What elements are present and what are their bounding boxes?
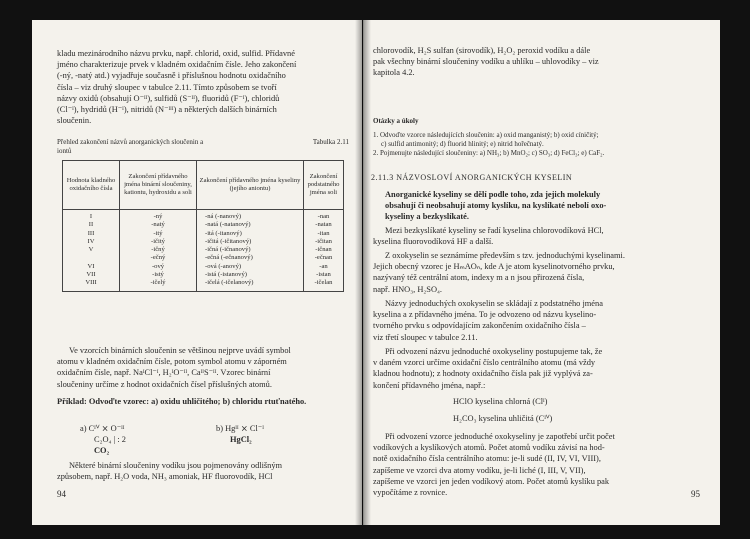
text-line: sloučenin. — [57, 116, 92, 126]
text-line: obsahují či neobsahují atomy kyslíku, na kyslíkaté nebolí oxo- — [385, 201, 607, 211]
table-cell: -ičitý — [151, 237, 165, 245]
table-cell: -ičnan — [315, 246, 332, 254]
text-line: C₂O₄ | : 2 — [94, 435, 126, 444]
table-cell: -ná (-nanový) — [205, 213, 242, 220]
formula-line: HClO kyselina chlorná (Clᴵ) — [453, 397, 548, 406]
table-cell: -ový — [151, 262, 165, 270]
table-cell: I — [89, 213, 93, 220]
text-line: Některé binární sloučeniny vodíku jsou pojmenovány odlišným — [69, 461, 283, 470]
table-cell: -natan — [315, 221, 332, 229]
formula-examples — [373, 396, 701, 424]
table-cell: -ičelá (-ičelanový) — [205, 279, 254, 287]
task-line: c) sulfid antimonitý; d) fluorid hlinitý; e) nitrid hořečnatý. — [381, 140, 544, 148]
table-cell: -an — [319, 262, 328, 270]
text-line: Mezi bezkyslíkaté kyseliny se řadí kyselina chlorovodíková HCl, — [385, 226, 604, 235]
table-cell: -ičitan — [315, 237, 332, 245]
table-caption-text: Přehled zakončení názvů anorganických sloučenin a iontů — [57, 138, 204, 155]
task-line: 1. Odvoďte vzorce následujících sloučenin: a) oxid manganistý; b) oxid cíničitý; — [373, 131, 599, 139]
table-cell: VI — [87, 262, 95, 270]
text-line: zapíšeme ve vzorci dva atomy vodíku, je-li liché (I, III, V, VII), — [373, 465, 586, 475]
text-line: vypočítáme z rovnice. — [373, 488, 448, 498]
tasks-list — [373, 131, 701, 158]
right-para-2 — [373, 225, 701, 247]
table-cell — [65, 254, 117, 262]
table-cell: VIII — [85, 279, 97, 287]
right-para-3 — [373, 250, 701, 295]
table-cell: -ičelý — [150, 279, 166, 287]
salt-suffix-column — [304, 210, 344, 292]
table-cell: -istý — [152, 271, 164, 279]
left-para-3 — [57, 460, 349, 482]
text-line: viz třetí sloupec v tabulce 2.11. — [373, 332, 478, 342]
acid-suffix-column — [197, 210, 304, 292]
right-para-6 — [373, 431, 701, 498]
section-heading: 2.11.3 NÁZVOSLOVÍ ANORGANICKÝCH KYSELIN — [371, 173, 573, 182]
right-para-5 — [373, 346, 701, 391]
page-number: 95 — [691, 489, 700, 499]
text-line: chlorovodík, H₂S sulfan (sirovodík), H₂O₂ peroxid vodíku a dále — [373, 46, 591, 55]
text-line: Příklad: Odvoďte vzorec: a) oxidu uhličitého; b) chloridu rtuťnatého. — [57, 397, 307, 406]
table-cell: -itý — [153, 229, 163, 237]
table-header: Zakončení přídavného jména kyseliny (jejího aniontu) — [197, 161, 304, 210]
table-cell: IV — [87, 237, 95, 245]
table-cell: -nan — [317, 213, 330, 220]
text-line: Anorganické kyseliny se dělí podle toho, zda jejich molekuly — [385, 190, 601, 199]
table-cell: -ičná (-ičnanový) — [205, 246, 251, 254]
text-line: kyselina a z přídavného jména. To je odvozeno od názvu kyselino- — [373, 310, 597, 320]
text-line: kyseliny a bezkyslíkaté. — [385, 212, 469, 222]
tasks-heading: Otázky a úkoly — [373, 117, 419, 125]
right-page — [363, 20, 720, 525]
text-line: atomu v kladném oxidačním čísle, potom symbol atomu v záporném — [57, 357, 287, 367]
text-line: způsobem, např. H₂O voda, NH₃ amoniak, HF fluorovodík, HCl — [57, 472, 273, 482]
text-line: tvorného prvku s odpovídajícím zakončením oxidačního čísla – — [373, 321, 586, 331]
left-page — [32, 20, 362, 525]
right-para-1 — [373, 45, 701, 79]
right-para-4 — [373, 298, 701, 343]
example-intro — [57, 396, 349, 407]
left-para-1 — [57, 48, 349, 126]
table-caption — [57, 138, 349, 156]
text-line: názvy oxidů (obsahují O⁻ᴵᴵ), sulfidů (S⁻ᴵᴵ), fluoridů (F⁻ᴵ), chloridů — [57, 93, 280, 103]
text-line: kyselina fluorovodíková HF a další. — [373, 237, 494, 247]
text-line: Názvy jednoduchých oxokyselin se skládají z podstatného jména — [385, 299, 603, 308]
text-line: HgCl₂ — [230, 435, 252, 444]
table-cell: -istá (-istanový) — [205, 271, 247, 279]
table-header: Zakončení podstatného jména soli — [304, 161, 344, 210]
table-header: Hodnota kladného oxidačního čísla — [63, 161, 120, 210]
table-header: Zakončení přídavného jména binární sloučeniny, kationtu, hydroxidu a soli — [120, 161, 197, 210]
table-cell: -ová (-anový) — [205, 262, 242, 270]
table-cell: -itá (-itanový) — [205, 229, 242, 237]
table-cell: V — [88, 246, 94, 254]
table-cell: -ičitá (-ičitanový) — [205, 237, 252, 245]
table-label: Tabulka 2.11 — [312, 138, 349, 146]
text-line: končení přídavného jména, např.: — [373, 380, 486, 390]
intro-bold — [373, 189, 701, 223]
task-line: 2. Pojmenujte následující sloučeniny: a) NH₃; b) MnO₂; c) SO₃; d) FeCl₃; e) CaF₂. — [373, 149, 605, 157]
table-cell: -ičný — [151, 246, 165, 254]
text-line: Jejich obecný vzorec je HₘAOₙ, kde A je atom kyselinotvorného prvku, — [373, 262, 615, 272]
text-line: Ve vzorcích binárních sloučenin se většinou nejprve uvádí symbol — [69, 346, 291, 355]
table-cell: II — [88, 221, 94, 229]
text-line: čísla – viz druhý sloupec v tabulce 2.11. Tímto způsobem se tvoří — [57, 82, 277, 92]
table-cell: -itan — [317, 229, 330, 237]
text-line: Při odvození vzorce jednoduché oxokyseliny je zapotřebí určit počet — [385, 432, 615, 441]
left-para-2 — [57, 345, 349, 390]
book-gutter-shadow — [355, 20, 371, 525]
text-line: b) Hgᴵᴵ ⨯ Cl⁻ᴵ — [216, 424, 264, 433]
table-cell: -natá (-natanový) — [205, 221, 251, 229]
oxidation-number-column — [63, 210, 120, 292]
text-line: oxidačním čísle, např. NaᴵCl⁻ᴵ, H₂ᴵO⁻ᴵᴵ, CaᴵᴵS⁻ᴵᴵ. Vzorec binární — [57, 368, 271, 378]
text-line: jméno charakterizuje prvek v kladném oxidačním čísle. Jeho zakončení — [57, 60, 297, 70]
suffix-table — [62, 160, 344, 292]
table-cell: -ičelan — [314, 279, 333, 287]
text-line: např. HNO₃, H₂SO₄. — [373, 284, 443, 294]
text-line: nazývaný též centrální atom, indexy m a n jsou přirozená čísla, — [373, 273, 585, 283]
text-line: v daném vzorci určíme oxidační číslo centrálního atomu (má vždy — [373, 358, 596, 368]
example-a — [80, 423, 190, 456]
text-line: CO₂ — [94, 446, 110, 455]
text-line: kladu mezinárodního názvu prvku, např. chlorid, oxid, sulfid. Přídavné — [57, 49, 295, 58]
text-line: Z oxokyselin se seznámíme především s tzv. jednoduchými kyselinami. — [385, 251, 625, 260]
text-line: vodíkových a kyslíkových atomů. Počet atomů vodíku závisí na hod- — [373, 443, 605, 453]
table-cell: -ečnan — [314, 254, 333, 262]
table-cell: -istan — [316, 271, 331, 279]
example-b — [216, 423, 336, 445]
text-line: pak všechny binární sloučeniny vodíku a uhlíku – uhlovodíky – viz — [373, 57, 599, 67]
text-line: (Cl⁻ᴵ), hydridů (H⁻ᴵ), nitridů (N⁻ᴵᴵᴵ) a některých dalších binárních — [57, 105, 277, 115]
text-line: a) Cᴵⱽ ⨯ O⁻ᴵᴵ — [80, 424, 125, 433]
table-cell: -ečná (-ečnanový) — [205, 254, 253, 262]
formula-line: H₂CO₃ kyselina uhličitá (Cᴵⱽ) — [453, 414, 553, 424]
table-cell: III — [87, 229, 95, 237]
text-line: sloučeniny určíme z hodnot oxidačních čísel příslušných atomů. — [57, 379, 272, 389]
page-number: 94 — [57, 489, 66, 499]
binary-suffix-column — [120, 210, 197, 292]
text-line: notě oxidačního čísla centrálního atomu: je-li sudé (II, IV, VI, VIII), — [373, 454, 601, 464]
text-line: (-ný, -natý atd.) vyjadřuje současně i příslušnou hodnotu oxidačního — [57, 71, 286, 81]
text-line: zapíšeme ve vzorci jen jeden vodíkový atom. Počet atomů kyslíku pak — [373, 476, 610, 486]
table-cell: -ný — [153, 213, 163, 220]
table-cell: VII — [86, 271, 96, 279]
table-cell: -ečný — [150, 254, 166, 262]
text-line: kapitola 4.2. — [373, 68, 415, 78]
text-line: kladnou hodnotu); z hodnoty oxidačního čísla pak již vyplývá za- — [373, 369, 593, 379]
table-cell: -natý — [151, 221, 165, 229]
text-line: Při odvození názvu jednoduché oxokyseliny postupujeme tak, že — [385, 347, 603, 356]
